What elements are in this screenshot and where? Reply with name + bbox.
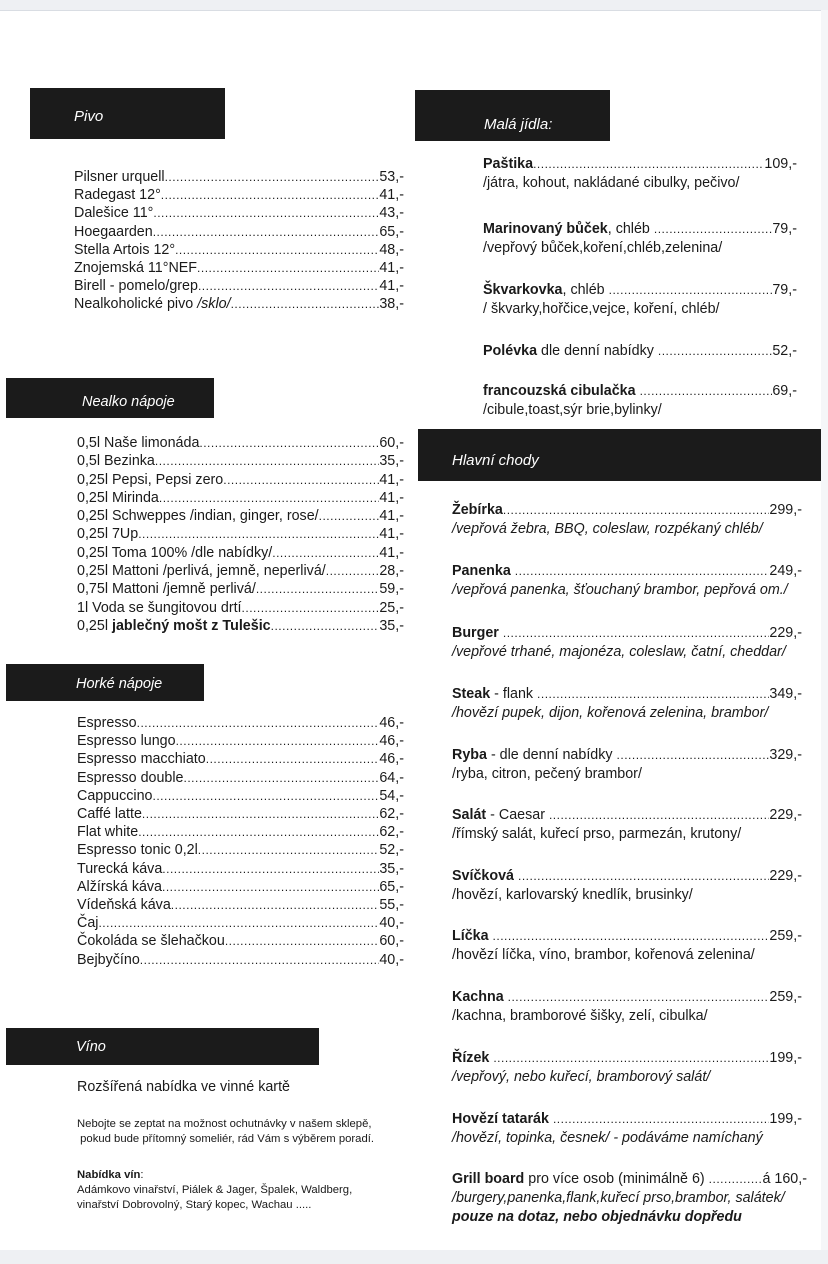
menu-item-licka: Líčka ..... 259,- /hovězí líčka, víno, brambor, kořenová zelenina/ <box>452 927 802 965</box>
menu-item-rizek: Řízek ..... 199,- /vepřový, nebo kuřecí, bramborový salát/ <box>452 1049 802 1087</box>
list-item: Bejbyčíno ..... 40,- <box>77 951 404 969</box>
wine-offer-line1: Adámkovo vinařství, Piálek & Jager, Špalek, Waldberg, <box>77 1184 353 1196</box>
wine-offer-label: Nabídka vín: <box>77 1169 144 1181</box>
list-item: 1l Voda se šungitovou drtí ..... 25,- <box>77 599 404 617</box>
section-header-nealko <box>6 378 214 418</box>
menu-item-tatarak: Hovězí tatarák ..... 199,- /hovězí, topinka, česnek/ - podáváme namíchaný <box>452 1110 802 1148</box>
list-item: 0,25l Toma 100% /dle nabídky/ ..... 41,- <box>77 544 404 562</box>
list-item: 0,25l 7Up ..... 41,- <box>77 525 404 543</box>
menu-item-cibulacka: francouzská cibulačka ..... 69,- /cibule,toast,sýr brie,bylinky/ <box>483 382 797 420</box>
list-item: Espresso ..... 46,- <box>77 714 404 732</box>
menu-item-salat: Salát - Caesar ..... 229,- /římský salát, kuřecí prso, parmezán, krutony/ <box>452 806 802 844</box>
list-item: 0,25l Pepsi, Pepsi zero ..... 41,- <box>77 471 404 489</box>
wine-offer-line2: vinařství Dobrovolný, Starý kopec, Wachau ..... <box>77 1199 312 1211</box>
menu-item-grill-board: Grill board pro více osob (minimálně 6) ..... á 160,- /burgery,panenka,flank,kuřecí prso,brambor, salátek/ pouze na dotaz, nebo objednávku dopředu <box>452 1170 807 1227</box>
section-title: Nealko nápoje <box>82 394 175 410</box>
list-item: Radegast 12° ..... 41,- <box>74 186 404 204</box>
section-header-hlavni-chody <box>418 429 821 481</box>
section-title: Hlavní chody <box>452 452 539 469</box>
section-title: Malá jídla: <box>484 116 553 133</box>
list-item: 0,5l Naše limonáda ..... 60,- <box>77 434 404 452</box>
list-item: Čokoláda se šlehačkou ..... 60,- <box>77 932 404 950</box>
menu-item-svickova: Svíčková ..... 229,- /hovězí, karlovarský knedlík, brusinky/ <box>452 867 802 905</box>
menu-item-bucek: Marinovaný bůček, chléb ..... 79,- /vepřový bůček,koření,chléb,zelenina/ <box>483 220 797 258</box>
menu-item-burger: Burger ..... 229,- /vepřové trhané, majonéza, coleslaw, čatní, cheddar/ <box>452 624 802 662</box>
soft-drinks-list <box>77 434 404 635</box>
bottom-bar <box>0 1250 828 1264</box>
list-item: Turecká káva ..... 35,- <box>77 860 404 878</box>
list-item: Espresso macchiato ..... 46,- <box>77 750 404 768</box>
menu-item-ryba: Ryba - dle denní nabídky ..... 329,- /ryba, citron, pečený brambor/ <box>452 746 802 784</box>
list-item: Znojemská 11°NEF ..... 41,- <box>74 259 404 277</box>
list-item: Nealkoholické pivo /sklo/ ..... 38,- <box>74 295 404 313</box>
list-item: Birell - pomelo/grep ..... 41,- <box>74 277 404 295</box>
top-bar <box>0 0 828 11</box>
grill-board-note: pouze na dotaz, nebo objednávku dopředu <box>452 1209 742 1225</box>
list-item: 0,25l Mirinda ..... 41,- <box>77 489 404 507</box>
section-header-pivo <box>30 88 225 139</box>
section-header-horke <box>6 664 204 701</box>
list-item: 0,25l jablečný mošt z Tulešic ..... 35,- <box>77 617 404 635</box>
menu-item-pastika: Paštika ..... 109,- /játra, kohout, nakládané cibulky, pečivo/ <box>483 155 797 193</box>
list-item: Espresso tonic 0,2l ..... 52,- <box>77 841 404 859</box>
list-item: Hoegaarden ..... 65,- <box>74 223 404 241</box>
wine-card-note: Rozšířená nabídka ve vinné kartě <box>77 1079 290 1095</box>
scrollbar-track[interactable] <box>821 10 828 1250</box>
menu-item-skvarkovka: Škvarkovka, chléb ..... 79,- / škvarky,hořčice,vejce, koření, chléb/ <box>483 281 797 319</box>
list-item: 0,25l Mattoni /perlivá, jemně, neperlivá/ ..... 28,- <box>77 562 404 580</box>
list-item: 0,25l Schweppes /indian, ginger, rose/ ..... 41,- <box>77 507 404 525</box>
list-item: Stella Artois 12° ..... 48,- <box>74 241 404 259</box>
beer-list <box>74 168 404 314</box>
list-item: Dalešice 11° ..... 43,- <box>74 204 404 222</box>
menu-item-zebirka: Žebírka ..... 299,- /vepřová žebra, BBQ, coleslaw, rozpékaný chléb/ <box>452 501 802 539</box>
list-item: Flat white ..... 62,- <box>77 823 404 841</box>
tasting-note-line2: pokud bude přítomný someliér, rád Vám s výběrem poradí. <box>77 1133 375 1145</box>
list-item: 0,5l Bezinka ..... 35,- <box>77 452 404 470</box>
list-item: Espresso lungo ..... 46,- <box>77 732 404 750</box>
list-item: Caffé latte ..... 62,- <box>77 805 404 823</box>
section-title: Pivo <box>74 108 104 125</box>
menu-item-kachna: Kachna ..... 259,- /kachna, bramborové šišky, zelí, cibulka/ <box>452 988 802 1026</box>
list-item: 0,75l Mattoni /jemně perlivá/ ..... 59,- <box>77 580 404 598</box>
menu-item-polevka: Polévka dle denní nabídky ..... 52,- <box>483 342 797 361</box>
hot-drinks-list <box>77 714 404 969</box>
list-item: Čaj ..... 40,- <box>77 914 404 932</box>
section-header-vino <box>6 1028 319 1065</box>
section-header-mala-jidla <box>415 90 610 141</box>
menu-item-panenka: Panenka ..... 249,- /vepřová panenka, šťouchaný brambor, pepřová om./ <box>452 562 802 600</box>
list-item: Espresso double ..... 64,- <box>77 769 404 787</box>
section-title: Víno <box>76 1039 106 1055</box>
tasting-note-line1: Nebojte se zeptat na možnost ochutnávky v našem sklepě, <box>77 1118 372 1130</box>
list-item: Alžírská káva ..... 65,- <box>77 878 404 896</box>
menu-item-steak: Steak - flank ..... 349,- /hovězí pupek, dijon, kořenová zelenina, brambor/ <box>452 685 802 723</box>
list-item: Cappuccino ..... 54,- <box>77 787 404 805</box>
list-item: Pilsner urquell ..... 53,- <box>74 168 404 186</box>
section-title: Horké nápoje <box>76 676 163 692</box>
list-item: Vídeňská káva ..... 55,- <box>77 896 404 914</box>
